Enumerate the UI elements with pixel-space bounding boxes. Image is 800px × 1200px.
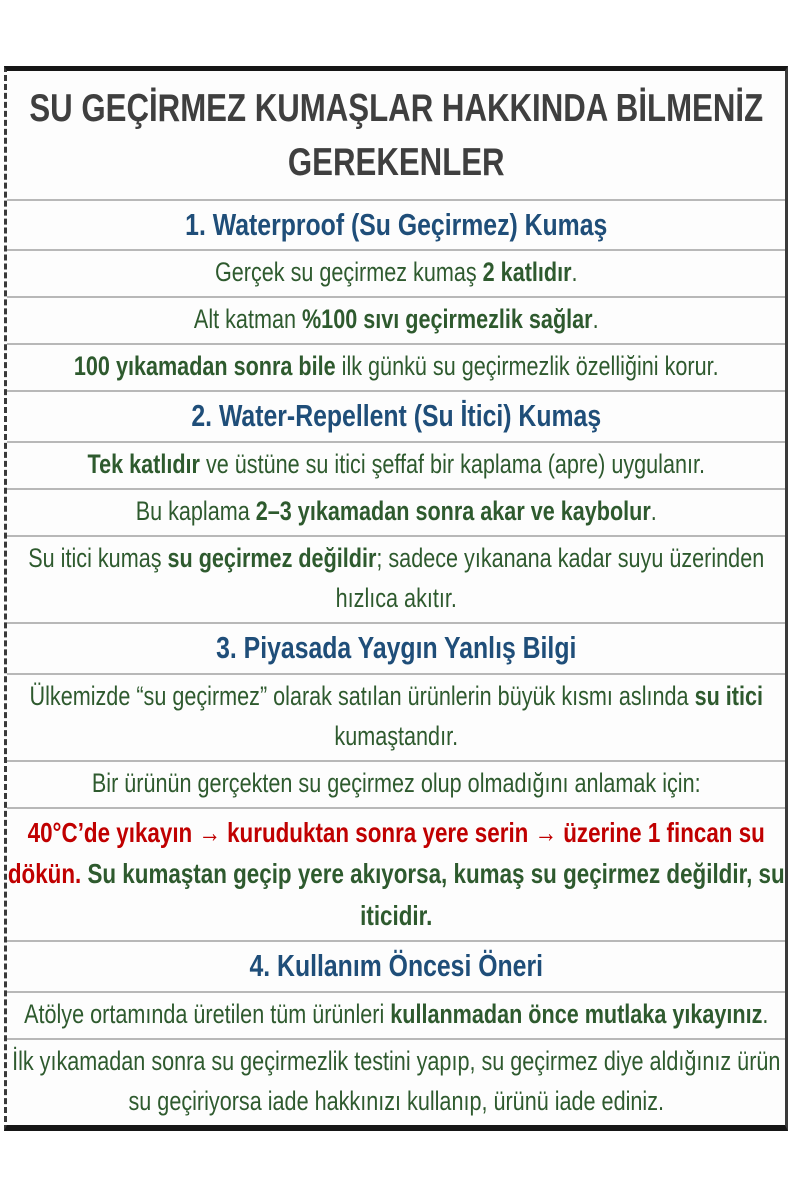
text-segment: 1. Waterproof (Su Geçirmez) Kumaş [184, 206, 608, 242]
text-segment: . [762, 998, 769, 1029]
row-text [7, 395, 785, 437]
how-to-test-intro-row [7, 762, 785, 809]
row-text [7, 627, 785, 669]
text-segment: 40°C’de yıkayın → kuruduktan sonra yere serin → üzerine 1 fincan su dökün. [7, 816, 765, 890]
section-1-heading [7, 201, 785, 252]
text-segment: su itici [694, 680, 763, 711]
row-text [7, 82, 785, 190]
text-segment: Su itici kumaş [28, 543, 168, 574]
text-segment: Atölye ortamında üretilen tüm ürünleri [23, 998, 391, 1029]
text-segment: Bu kaplama [135, 496, 256, 527]
market-misinformation-row [7, 675, 785, 762]
repellent-not-waterproof-row [7, 537, 785, 624]
row-text [7, 812, 785, 936]
text-segment: Ülkemizde “su geçirmez” olarak satılan ürünlerin büyük kısmı aslında [29, 680, 695, 711]
waterproof-layers-row [7, 251, 785, 298]
hundred-washes-row [7, 345, 785, 392]
row-text [7, 995, 785, 1035]
text-segment: 4. Kullanım Öncesi Öneri [249, 948, 543, 983]
section-4-heading [7, 942, 785, 993]
title-row [7, 71, 785, 201]
row-text [7, 492, 785, 532]
section-2-heading [7, 392, 785, 443]
text-segment: 2 katlıdır [482, 257, 572, 288]
single-layer-row [7, 443, 785, 490]
row-text [7, 204, 785, 246]
row-text [7, 677, 785, 757]
test-instructions-row [7, 809, 785, 942]
text-segment: ; sadece yıkanana kadar suyu üzerinden hızlıca akıtır. [335, 543, 764, 614]
info-table [4, 66, 788, 1131]
text-segment: 2. Water-Repellent (Su İtici) Kumaş [191, 398, 601, 434]
row-text [7, 945, 785, 987]
row-text [7, 1042, 785, 1122]
text-segment: 2–3 yıkamadan sonra akar ve kaybolur [255, 496, 651, 527]
text-segment: . [592, 304, 599, 335]
text-segment: Alt katman [193, 304, 302, 335]
text-segment: Su kumaştan geçip yere akıyorsa, kumaş su geçirmez değildir, su iticidir. [87, 858, 785, 931]
row-text [7, 347, 785, 387]
row-text [7, 445, 785, 485]
text-segment: %100 sıvı geçirmezlik sağlar [301, 304, 593, 335]
row-text [7, 300, 785, 340]
text-segment: 100 yıkamadan sonra bile [73, 351, 336, 382]
text-segment: SU GEÇİRMEZ KUMAŞLAR HAKKINDA BİLMENİZ GEREKENLER [29, 87, 763, 184]
text-segment: kumaştandır. [334, 720, 458, 751]
text-segment: 3. Piyasada Yaygın Yanlış Bilgi [215, 629, 577, 665]
text-segment: Tek katlıdır [87, 449, 200, 480]
text-segment: . [650, 496, 657, 527]
text-segment: ilk günkü su geçirmezlik özelliğini korur. [335, 351, 719, 382]
text-segment: kullanmadan önce mutlaka yıkayınız [390, 998, 763, 1029]
text-segment: Gerçek su geçirmez kumaş [214, 257, 483, 288]
row-text [7, 764, 785, 804]
text-segment: İlk yıkamadan sonra su geçirmezlik testini yapıp, su geçirmez diye aldığınız ürün su geçiriyorsa iade hakkınızı kullanıp, ürünü iade ediniz. [11, 1045, 781, 1116]
section-3-heading [7, 624, 785, 675]
row-text [7, 253, 785, 293]
coating-washes-row [7, 490, 785, 537]
text-segment: Bir ürünün gerçekten su geçirmez olup olmadığını anlamak için: [91, 767, 701, 798]
wash-before-use-row [7, 993, 785, 1040]
text-segment: ve üstüne su itici şeffaf bir kaplama (apre) uygulanır. [199, 449, 705, 480]
text-segment: su geçirmez değildir [167, 543, 377, 574]
return-policy-row [7, 1040, 785, 1125]
text-segment: . [571, 257, 578, 288]
row-text [7, 539, 785, 619]
bottom-layer-row [7, 298, 785, 345]
